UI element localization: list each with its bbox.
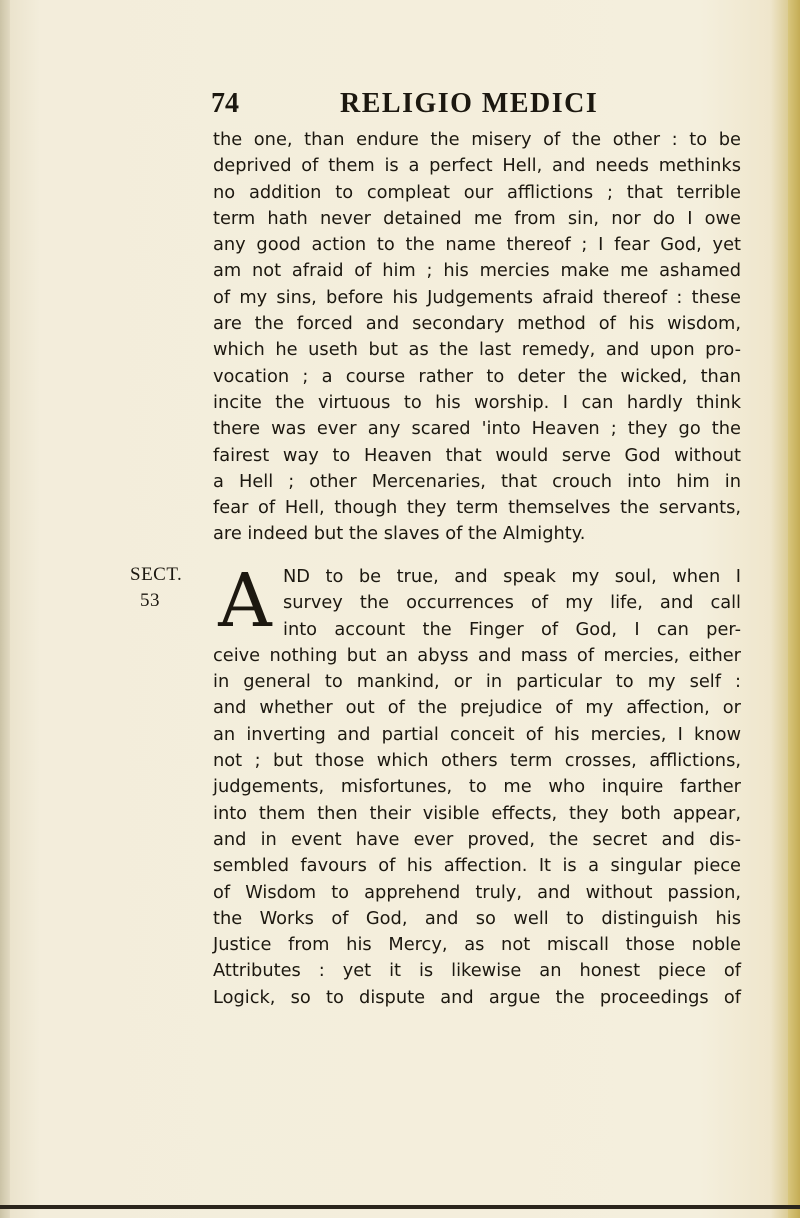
page-left-edge bbox=[0, 0, 10, 1218]
text-line: any good action to the name thereof ; I fear God, yet bbox=[213, 234, 741, 256]
text-line: a Hell ; other Mercenaries, that crouch into him in bbox=[213, 470, 741, 492]
text-line: judgements, misfortunes, to me who inquire farther bbox=[213, 776, 741, 798]
text-line: are the forced and secondary method of his wisdom, bbox=[213, 313, 741, 335]
paragraph-1 bbox=[213, 127, 741, 548]
text-line: are indeed but the slaves of the Almighty. bbox=[213, 523, 586, 545]
paragraph-2 bbox=[213, 558, 741, 1011]
text-line: ND to be true, and speak my soul, when I bbox=[283, 566, 741, 587]
section-number: 53 bbox=[140, 590, 160, 611]
section-label: SECT. bbox=[130, 564, 183, 585]
drop-cap: A bbox=[218, 558, 272, 644]
text-line: and whether out of the prejudice of my affection, or bbox=[213, 697, 741, 719]
text-line: of my sins, before his Judgements afraid thereof : these bbox=[213, 286, 741, 308]
text-line: am not afraid of him ; his mercies make me ashamed bbox=[213, 260, 741, 282]
text-line: into them then their visible effects, they both appear, bbox=[213, 802, 741, 824]
text-line: into account the Finger of God, I can per- bbox=[283, 618, 741, 640]
text-line: incite the virtuous to his worship. I can hardly think bbox=[213, 391, 741, 413]
text-line: Attributes : yet it is likewise an honest piece of bbox=[213, 960, 741, 982]
text-line: of Wisdom to apprehend truly, and without passion, bbox=[213, 881, 741, 903]
text-line: an inverting and partial conceit of his mercies, I know bbox=[213, 723, 741, 745]
text-line: no addition to compleat our afflictions ; that terrible bbox=[213, 181, 741, 203]
bottom-rule bbox=[0, 1205, 800, 1209]
text-line: sembled favours of his affection. It is a singular piece bbox=[213, 855, 741, 877]
text-line: Logick, so to dispute and argue the proceedings of bbox=[213, 986, 741, 1008]
text-line: vocation ; a course rather to deter the wicked, than bbox=[213, 365, 741, 387]
text-line: the Works of God, and so well to distinguish his bbox=[213, 907, 741, 929]
running-title: RELIGIO MEDICI bbox=[340, 88, 599, 119]
text-line: there was ever any scared 'into Heaven ; they go the bbox=[213, 418, 741, 440]
text-line: in general to mankind, or in particular to my self : bbox=[213, 671, 741, 693]
text-line: which he useth but as the last remedy, and upon pro- bbox=[213, 339, 741, 361]
text-line: deprived of them is a perfect Hell, and needs methinks bbox=[213, 155, 741, 177]
text-line: and in event have ever proved, the secret and dis- bbox=[213, 828, 741, 850]
page-number: 74 bbox=[211, 88, 239, 119]
text-line: the one, than endure the misery of the other : to be bbox=[213, 129, 741, 150]
running-head bbox=[0, 84, 800, 124]
text-line: ceive nothing but an abyss and mass of mercies, either bbox=[213, 644, 741, 666]
text-line: survey the occurrences of my life, and call bbox=[283, 592, 741, 614]
text-line: fear of Hell, though they term themselves the servants, bbox=[213, 497, 741, 519]
text-line: not ; but those which others term crosses, afflictions, bbox=[213, 750, 741, 772]
text-line: term hath never detained me from sin, nor do I owe bbox=[213, 207, 741, 229]
page-right-edge bbox=[788, 0, 800, 1218]
text-line: fairest way to Heaven that would serve God without bbox=[213, 444, 741, 466]
text-line: Justice from his Mercy, as not miscall those noble bbox=[213, 934, 741, 956]
